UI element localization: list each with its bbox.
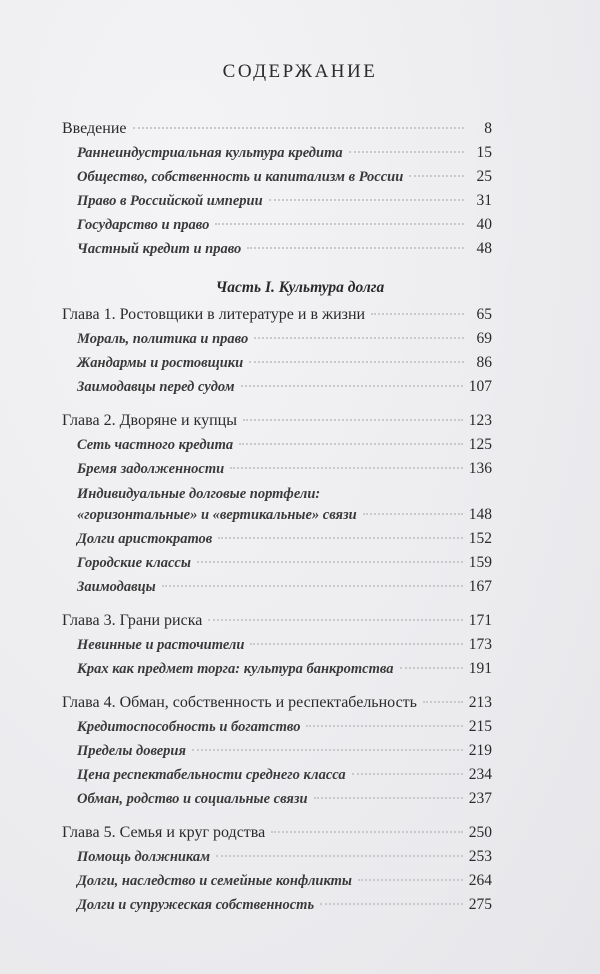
- page-number: 8: [484, 120, 492, 137]
- toc-subentry[interactable]: [77, 766, 492, 788]
- page-number: 86: [476, 354, 492, 371]
- dot-leader: [218, 537, 462, 539]
- dot-leader: [133, 127, 465, 129]
- page-number: 48: [476, 240, 492, 257]
- page-number: 234: [468, 766, 492, 783]
- entry-label: Введение: [62, 120, 127, 137]
- page-number: 15: [476, 144, 492, 161]
- page-number: 107: [468, 378, 492, 395]
- page-number: 65: [476, 306, 492, 323]
- dot-leader: [239, 443, 463, 445]
- toc-subentry[interactable]: [77, 330, 492, 352]
- page-number: 264: [468, 872, 492, 889]
- page-number: 25: [476, 168, 492, 185]
- page-number: 237: [468, 790, 492, 807]
- dot-leader: [243, 419, 463, 421]
- entry-label: Заимодавцы: [77, 579, 156, 595]
- page-number: 250: [468, 824, 492, 841]
- page-number: 40: [476, 216, 492, 233]
- entry-label: Заимодавцы перед судом: [77, 379, 235, 395]
- dot-leader: [352, 773, 463, 775]
- dot-leader: [423, 701, 463, 703]
- entry-label: Цена респектабельности среднего класса: [77, 767, 346, 783]
- entry-label: Бремя задолженности: [77, 461, 225, 477]
- page-number: 159: [468, 554, 492, 571]
- toc-subentry-line1[interactable]: Индивидуальные долговые портфели:: [77, 486, 321, 502]
- entry-label: Глава 5. Семья и круг родства: [62, 824, 266, 841]
- page-number: 171: [468, 612, 492, 629]
- dot-leader: [363, 513, 463, 515]
- toc-subentry[interactable]: [77, 216, 492, 238]
- dot-leader: [371, 313, 464, 315]
- entry-label: Глава 3. Грани риска: [62, 612, 203, 629]
- dot-leader: [400, 667, 463, 669]
- dot-leader: [230, 467, 463, 469]
- entry-label: Помощь должникам: [77, 849, 211, 865]
- entry-label: Глава 2. Дворяне и купцы: [62, 412, 237, 429]
- page-number: 125: [468, 436, 492, 453]
- dot-leader: [216, 855, 463, 857]
- dot-leader: [254, 337, 464, 339]
- toc-subentry[interactable]: [77, 192, 492, 214]
- toc-subentry[interactable]: [77, 718, 492, 740]
- dot-leader: [306, 725, 462, 727]
- entry-label: Государство и право: [77, 217, 210, 233]
- dot-leader: [271, 831, 463, 833]
- dot-leader: [247, 247, 464, 249]
- page-number: 148: [468, 506, 492, 523]
- entry-label: Частный кредит и право: [77, 241, 242, 257]
- toc-subentry[interactable]: [77, 354, 492, 376]
- page-number: 275: [468, 896, 492, 913]
- entry-label: Долги аристократов: [77, 531, 213, 547]
- toc-subentry[interactable]: [77, 506, 492, 528]
- dot-leader: [249, 361, 464, 363]
- toc-entry-introduction[interactable]: [62, 120, 492, 142]
- toc-subentry[interactable]: [77, 436, 492, 458]
- page-number: 191: [468, 660, 492, 677]
- dot-leader: [197, 561, 463, 563]
- entry-label: Раннеиндустриальная культура кредита: [77, 145, 343, 161]
- entry-label: Обман, родство и социальные связи: [77, 791, 308, 807]
- toc-subentry[interactable]: [77, 660, 492, 682]
- entry-label: Сеть частного кредита: [77, 437, 234, 453]
- entry-label: Долги, наследство и семейные конфликты: [77, 873, 352, 889]
- page-number: 219: [468, 742, 492, 759]
- dot-leader: [241, 385, 463, 387]
- page-number: 31: [476, 192, 492, 209]
- entry-label: Городские классы: [77, 555, 191, 571]
- toc-subentry[interactable]: [77, 168, 492, 190]
- toc-entry-chapter-4[interactable]: [62, 694, 492, 716]
- toc-subentry[interactable]: [77, 378, 492, 400]
- toc-subentry[interactable]: [77, 896, 492, 918]
- toc-title: СОДЕРЖАНИЕ: [222, 61, 378, 82]
- toc-entry-chapter-1[interactable]: [62, 306, 492, 328]
- page-number: 167: [468, 578, 492, 595]
- part-heading: Часть I. Культура долга: [215, 279, 385, 296]
- toc-entry-chapter-2[interactable]: [62, 412, 492, 434]
- toc-subentry[interactable]: [77, 460, 492, 482]
- page-number: 152: [468, 530, 492, 547]
- page-number: 173: [468, 636, 492, 653]
- toc-subentry[interactable]: [77, 790, 492, 812]
- toc-subentry[interactable]: [77, 872, 492, 894]
- toc-subentry[interactable]: [77, 240, 492, 262]
- dot-leader: [314, 797, 463, 799]
- page-number: 253: [468, 848, 492, 865]
- dot-leader: [349, 151, 464, 153]
- entry-label: Крах как предмет торга: культура банкротства: [77, 661, 394, 677]
- entry-label: Глава 4. Обман, собственность и респектабельность: [62, 694, 417, 711]
- entry-label: Право в Российской империи: [77, 193, 263, 209]
- page-number: 213: [468, 694, 492, 711]
- entry-label: Пределы доверия: [77, 743, 186, 759]
- dot-leader: [250, 643, 462, 645]
- toc-subentry[interactable]: [77, 554, 492, 576]
- toc-subentry[interactable]: [77, 742, 492, 764]
- dot-leader: [358, 879, 463, 881]
- dot-leader: [269, 199, 464, 201]
- entry-label: Общество, собственность и капитализм в России: [77, 169, 404, 185]
- toc-subentry[interactable]: [77, 530, 492, 552]
- dot-leader: [215, 223, 464, 225]
- toc-subentry[interactable]: [77, 144, 492, 166]
- dot-leader: [192, 749, 463, 751]
- dot-leader: [320, 903, 463, 905]
- toc-entry-chapter-3[interactable]: [62, 612, 492, 634]
- entry-label: Невинные и расточители: [77, 637, 245, 653]
- dot-leader: [208, 619, 462, 621]
- entry-label: «горизонтальные» и «вертикальные» связи: [77, 507, 357, 523]
- page-number: 215: [468, 718, 492, 735]
- entry-label: Глава 1. Ростовщики в литературе и в жизни: [62, 306, 366, 323]
- dot-leader: [162, 585, 463, 587]
- dot-leader: [409, 175, 464, 177]
- toc-subentry[interactable]: [77, 578, 492, 600]
- entry-label: Жандармы и ростовщики: [77, 355, 244, 371]
- toc-entry-chapter-5[interactable]: [62, 824, 492, 846]
- page-number: 123: [468, 412, 492, 429]
- page-number: 136: [468, 460, 492, 477]
- toc-subentry[interactable]: [77, 636, 492, 658]
- page-number: 69: [476, 330, 492, 347]
- entry-label: Долги и супружеская собственность: [77, 897, 315, 913]
- toc-subentry[interactable]: [77, 848, 492, 870]
- entry-label: Мораль, политика и право: [77, 331, 249, 347]
- entry-label: Кредитоспособность и богатство: [77, 719, 301, 735]
